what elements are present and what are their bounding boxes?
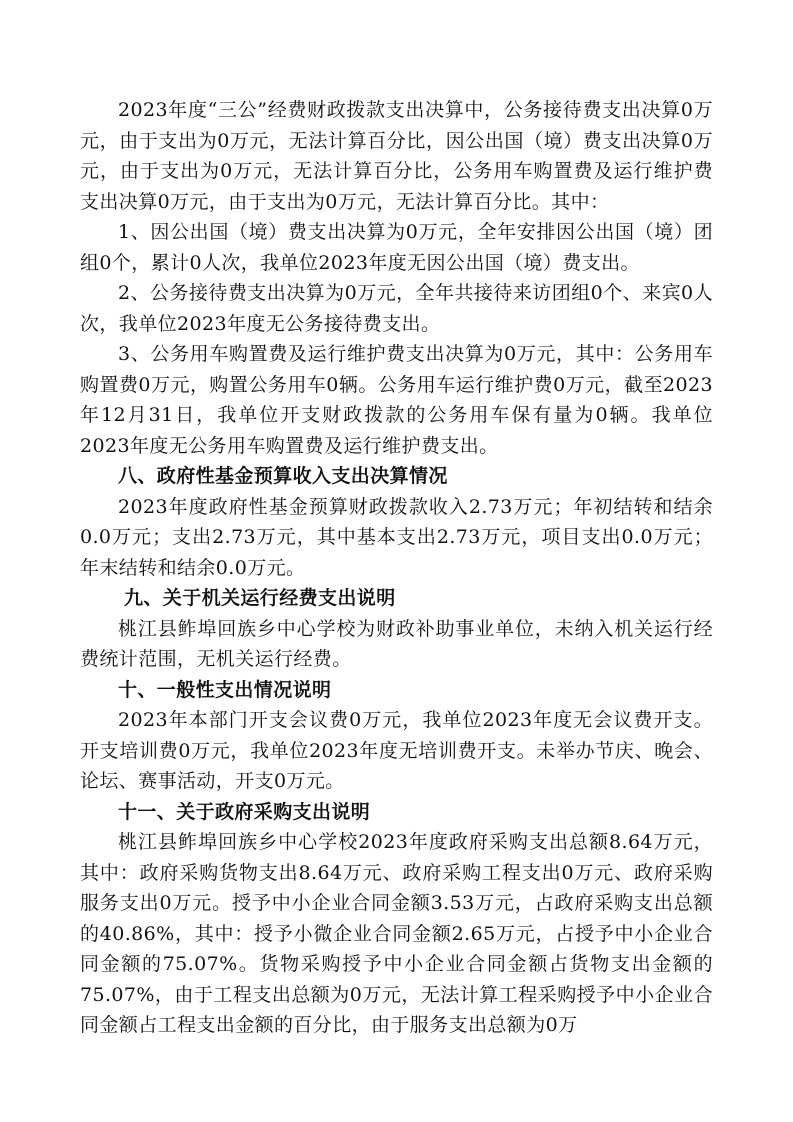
paragraph-government-procurement: 桃江县鲊埠回族乡中心学校2023年度政府采购支出总额8.64万元，其中：政府采购货物支出8.64万元、政府采购工程支出0万元、政府采购服务支出0万元。授予中小企业合同金额3.53万元，占政府采购支出总额的40.86%，其中：授予小微企业合同金额2.65万元，占授予中小企业合同金额的75.07%。货物采购授予中小企业合同金额占货物支出金额的75.07%，由于工程支出总额为0万元，无法计算工程采购授予中小企业合同金额占工程支出金额的百分比，由于服务支出总额为0万 [80,831,713,1036]
paragraph-government-fund: 2023年度政府性基金预算财政拨款收入2.73万元；年初结转和结余0.0万元；支出2.73万元，其中基本支出2.73万元，项目支出0.0万元；年末结转和结余0.0万元。 [80,495,713,579]
paragraph-official-vehicles: 3、公务用车购置费及运行维护费支出决算为0万元，其中：公务用车购置费0万元，购置公务用车0辆。公务用车运行维护费0万元，截至2023年12月31日，我单位开支财政拨款的公务用车保有量为0辆。我单位2023年度无公务用车购置费及运行维护费支出。 [80,343,713,457]
paragraph-three-public-summary: 2023年度“三公”经费财政拨款支出决算中，公务接待费支出决算0万元，由于支出为0万元，无法计算百分比，因公出国（境）费支出决算0万元，由于支出为0万元，无法计算百分比，公务用车购置费及运行维护费支出决算0万元，由于支出为0万元，无法计算百分比。其中： [80,99,713,213]
paragraph-general-expenditure: 2023年本部门开支会议费0万元，我单位2023年度无会议费开支。开支培训费0万元，我单位2023年度无培训费开支。未举办节庆、晚会、论坛、赛事活动，开支0万元。 [80,709,713,792]
section-heading-11: 十一、关于政府采购支出说明 [118,800,371,823]
paragraph-official-reception: 2、公务接待费支出决算为0万元，全年共接待来访团组0个、来宾0人次，我单位2023年度无公务接待费支出。 [80,282,713,335]
paragraph-operating-expenses: 桃江县鲊埠回族乡中心学校为财政补助事业单位，未纳入机关运行经费统计范围，无机关运行经费。 [80,617,713,670]
paragraph-overseas-travel: 1、因公出国（境）费支出决算为0万元，全年安排因公出国（境）团组0个，累计0人次，我单位2023年度无因公出国（境）费支出。 [80,221,713,274]
section-heading-10: 十、一般性支出情况说明 [118,678,332,701]
section-heading-9: 九、关于机关运行经费支出说明 [124,587,396,609]
section-heading-8: 八、政府性基金预算收入支出决算情况 [118,465,448,487]
